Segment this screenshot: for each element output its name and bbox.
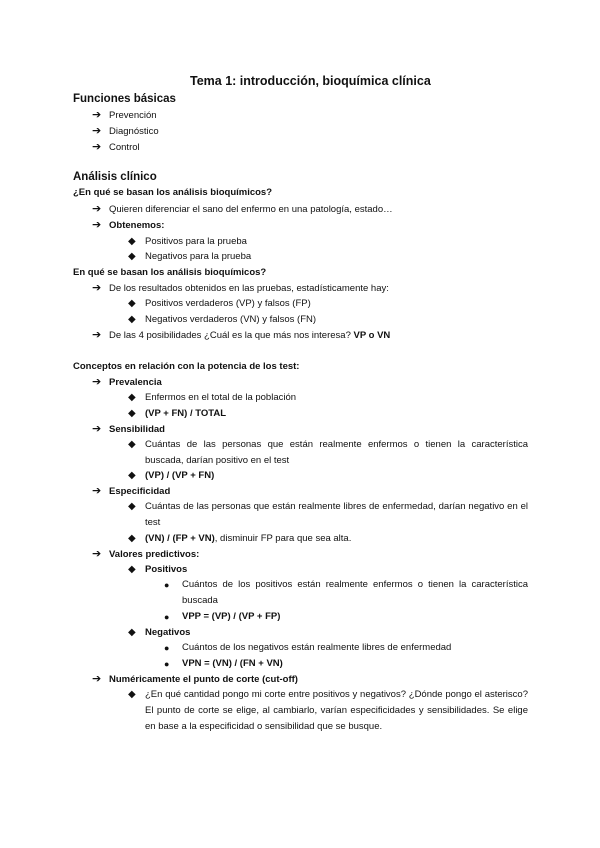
concept-prevalencia: Prevalencia — [109, 377, 162, 388]
arrow-icon: ➔ — [92, 485, 102, 497]
list-item: Cuántos de los positivos están realmente enfermos o tienen la característica buscada — [182, 579, 528, 606]
diamond-bullet-icon: ◆ — [128, 533, 136, 544]
concept-valores-predictivos: Valores predictivos: — [109, 549, 200, 560]
list-item: Quieren diferenciar el sano del enfermo en una patología, estado… — [109, 204, 393, 215]
diamond-bullet-icon: ◆ — [128, 470, 136, 481]
list-item: ¿En qué cantidad pongo mi corte entre positivos y negativos? ¿Dónde pongo el asterisco? El punto de corte se elige, al cambiarlo, varían especificidades y sensibilidades. Se elige en base a la especificidad o sensibilidad que se busque. — [145, 689, 528, 732]
diamond-bullet-icon: ◆ — [128, 501, 136, 512]
list-item: Control — [109, 142, 140, 153]
diamond-bullet-icon: ◆ — [128, 564, 136, 575]
concept-especificidad: Especificidad — [109, 486, 171, 497]
subconcept-negativos: Negativos — [145, 627, 191, 638]
formula: (VP) / (VP + FN) — [145, 470, 215, 481]
dot-bullet-icon: ● — [164, 659, 170, 669]
diamond-bullet-icon: ◆ — [128, 408, 136, 419]
list-item — [145, 533, 351, 545]
concept-punto-de-corte: Numéricamente el punto de corte (cut-off) — [109, 674, 298, 685]
arrow-icon: ➔ — [92, 203, 102, 215]
list-item-answer: VP o VN — [353, 330, 391, 341]
list-item: Cuántas de las personas que están realmente enfermos o tienen la característica buscada, darían positivo en el test — [145, 439, 528, 466]
dot-bullet-icon: ● — [164, 643, 170, 653]
subconcept-positivos: Positivos — [145, 564, 188, 575]
arrow-icon: ➔ — [92, 282, 102, 294]
list-item-text: De las 4 posibilidades ¿Cuál es la que más nos interesa? — [109, 330, 354, 341]
list-item: Enfermos en el total de la población — [145, 392, 297, 403]
formula: (VN) / (FP + VN) — [145, 533, 215, 544]
concept-sensibilidad: Sensibilidad — [109, 424, 165, 435]
formula: VPN = (VN) / (FN + VN) — [182, 658, 283, 669]
diamond-bullet-icon: ◆ — [128, 251, 136, 262]
list-item: Negativos para la prueba — [145, 251, 252, 262]
dot-bullet-icon: ● — [164, 580, 170, 590]
list-item: Prevención — [109, 110, 157, 121]
list-item: Obtenemos: — [109, 220, 165, 231]
diamond-bullet-icon: ◆ — [128, 298, 136, 309]
heading-conceptos: Conceptos en relación con la potencia de los test: — [73, 361, 300, 372]
list-item-text: , disminuir FP para que sea alta. — [214, 533, 352, 544]
list-item: Positivos verdaderos (VP) y falsos (FP) — [145, 298, 311, 309]
list-item: Cuántas de las personas que están realmente libres de enfermedad, darían negativo en el test — [145, 501, 528, 528]
diamond-bullet-icon: ◆ — [128, 314, 136, 325]
diamond-bullet-icon: ◆ — [128, 392, 136, 403]
arrow-icon: ➔ — [92, 376, 102, 388]
formula: VPP = (VP) / (VP + FP) — [182, 611, 281, 622]
page-title: Tema 1: introducción, bioquímica clínica — [190, 74, 431, 88]
diamond-bullet-icon: ◆ — [128, 689, 136, 700]
diamond-bullet-icon: ◆ — [128, 236, 136, 247]
list-item: Positivos para la prueba — [145, 236, 247, 247]
arrow-icon: ➔ — [92, 329, 102, 341]
heading-analisis-clinico: Análisis clínico — [73, 171, 157, 183]
list-item: Cuántos de los negativos están realmente libres de enfermedad — [182, 642, 452, 653]
list-item: Diagnóstico — [109, 126, 159, 137]
dot-bullet-icon: ● — [164, 612, 170, 622]
question-1: ¿En qué se basan los análisis bioquímicos? — [73, 187, 273, 198]
arrow-icon: ➔ — [92, 673, 102, 685]
arrow-icon: ➔ — [92, 423, 102, 435]
arrow-icon: ➔ — [92, 548, 102, 560]
list-item — [109, 330, 390, 342]
arrow-icon: ➔ — [92, 125, 102, 137]
arrow-icon: ➔ — [92, 219, 102, 231]
diamond-bullet-icon: ◆ — [128, 627, 136, 638]
formula: (VP + FN) / TOTAL — [145, 408, 227, 419]
diamond-bullet-icon: ◆ — [128, 439, 136, 450]
arrow-icon: ➔ — [92, 141, 102, 153]
heading-funciones-basicas: Funciones básicas — [73, 93, 176, 105]
question-2: En qué se basan los análisis bioquímicos? — [73, 267, 267, 278]
arrow-icon: ➔ — [92, 109, 102, 121]
list-item: De los resultados obtenidos en las pruebas, estadísticamente hay: — [109, 283, 389, 294]
list-item: Negativos verdaderos (VN) y falsos (FN) — [145, 314, 317, 325]
